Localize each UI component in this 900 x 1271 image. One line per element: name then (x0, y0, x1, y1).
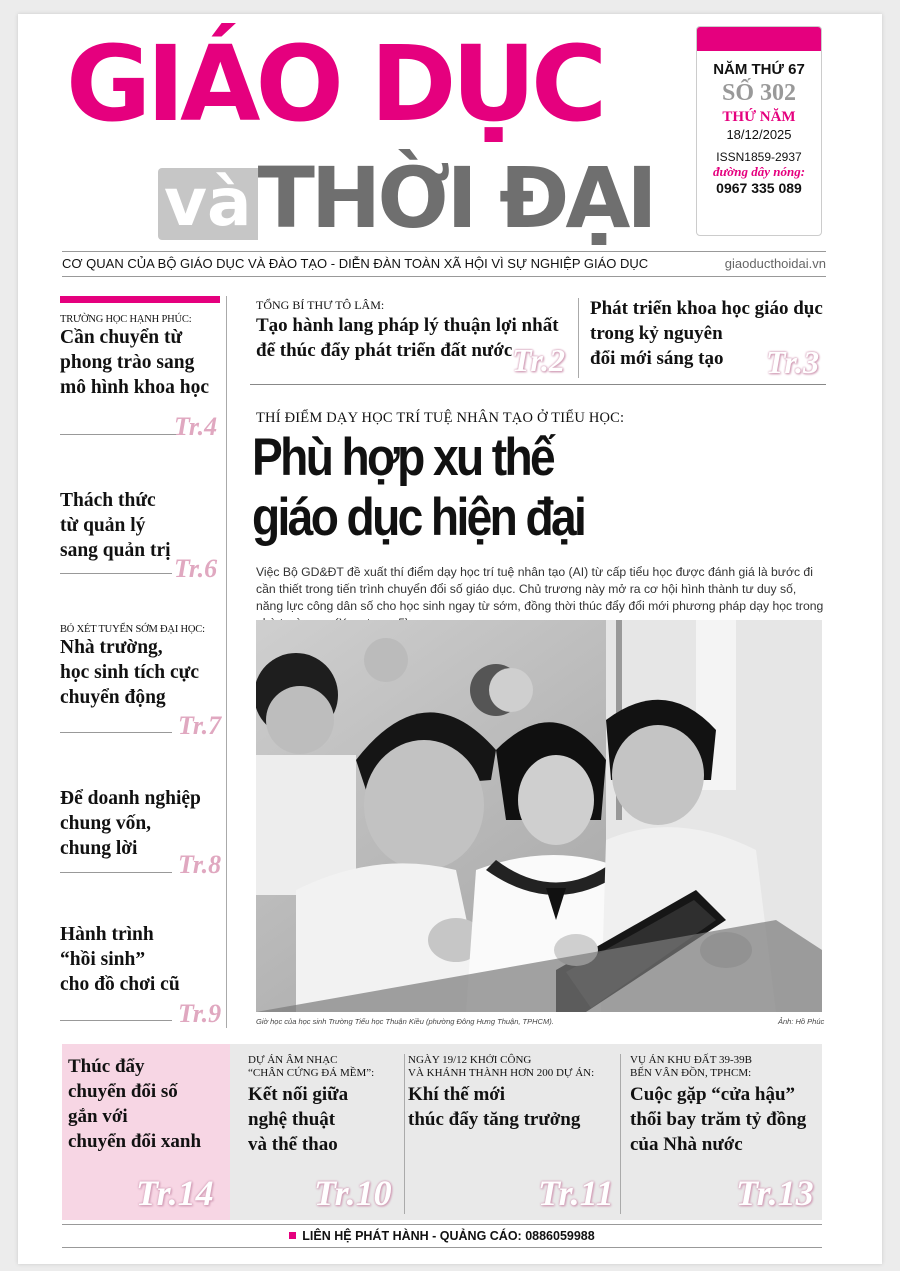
left-story-5-line-1: Hành trình (60, 924, 154, 945)
bottom-story-2-kicker-2: “CHÂN CỨNG ĐÁ MỀM”: (248, 1067, 375, 1079)
logo-thoi-dai (158, 149, 654, 248)
bottom-story-3-line-2: thúc đẩy tăng trưởng (408, 1109, 581, 1130)
main-photo (256, 620, 822, 1012)
left-story-1-kicker: TRƯỜNG HỌC HẠNH PHÚC: (60, 314, 192, 325)
left-story-2-line-3: sang quản trị (60, 540, 171, 561)
top-stories-rule (250, 384, 826, 385)
bottom-story-1-line-3: gắn với (68, 1106, 128, 1127)
left-story-2-page[interactable]: Tr.6 (174, 554, 218, 583)
issue-info-bar (697, 27, 821, 51)
bottom-story-1-line-2: chuyển đổi số (68, 1081, 178, 1102)
hotline-label: đường dây nóng: (712, 164, 806, 179)
left-story-5-page[interactable]: Tr.9 (178, 999, 222, 1028)
left-story-3-page[interactable]: Tr.7 (178, 711, 222, 740)
left-story-3[interactable] (60, 624, 220, 710)
agency-strip (62, 251, 826, 277)
bottom-story-3[interactable] (408, 1054, 616, 1132)
bottom-divider-1 (404, 1054, 405, 1214)
top-story-1-line-1: Tạo hành lang pháp lý thuận lợi nhất (256, 315, 559, 336)
bottom-story-3-kicker-2: VÀ KHÁNH THÀNH HƠN 200 DỰ ÁN: (408, 1067, 595, 1079)
left-story-1[interactable] (60, 314, 220, 400)
issue-date: 18/12/2025 (726, 127, 792, 142)
left-story-3-line-2: học sinh tích cực (60, 662, 199, 683)
top-story-2-line-2: trong kỷ nguyên (590, 323, 723, 344)
bottom-story-2-line-3: và thể thao (248, 1134, 338, 1155)
left-story-1-line-2: phong trào sang (60, 352, 195, 373)
bottom-story-4[interactable] (630, 1054, 822, 1157)
top-stories-divider (578, 298, 579, 378)
bottom-story-3-line-1: Khí thế mới (408, 1084, 506, 1105)
top-story-2-line-3: đổi mới sáng tạo (590, 348, 724, 369)
issue-number: SỐ 302 (721, 80, 796, 106)
bottom-story-4-line-2: thổi bay trăm tỷ đồng (630, 1109, 807, 1130)
left-story-1-line-1: Cần chuyển từ (60, 327, 183, 348)
bottom-story-2-line-2: nghệ thuật (248, 1109, 336, 1130)
left-story-2[interactable] (60, 488, 220, 563)
top-story-2-line-1: Phát triển khoa học giáo dục (590, 298, 823, 319)
bottom-story-1-line-1: Thúc đẩy (68, 1056, 145, 1077)
bottom-story-4-kicker-1: VỤ ÁN KHU ĐẤT 39-39B (630, 1054, 753, 1066)
bottom-story-4-line-1: Cuộc gặp “cửa hậu” (630, 1084, 796, 1105)
square-bullet-icon (289, 1232, 296, 1239)
footer-contact (62, 1224, 822, 1248)
left-story-5-line-3: cho đồ chơi cũ (60, 974, 180, 995)
bottom-story-1-line-4: chuyển đổi xanh (68, 1131, 202, 1152)
bottom-story-3-page[interactable]: Tr.11 (538, 1173, 614, 1213)
photo-caption: Giờ học của học sinh Trường Tiểu học Thuận Kiều (phường Đông Hưng Thuận, TPHCM). (256, 1017, 554, 1026)
main-headline-line-2: giáo dục hiện đại (252, 488, 585, 547)
left-rule-1 (60, 434, 180, 435)
logo-thoi-dai-text: THỜI ĐẠI (257, 149, 654, 247)
website-link[interactable]: giaoducthoidai.vn (724, 256, 826, 271)
left-story-4-line-3: chung lời (60, 838, 138, 859)
left-story-3-line-3: chuyển động (60, 687, 166, 708)
bottom-story-2[interactable] (248, 1054, 398, 1157)
photo-credit: Ảnh: Hồ Phúc (778, 1017, 825, 1026)
issue-year: NĂM THỨ 67 (713, 61, 805, 78)
logo-giao-duc: GIÁO DỤC (66, 23, 603, 145)
main-story-kicker: THÍ ĐIỂM DẠY HỌC TRÍ TUỆ NHÂN TẠO Ở TIỂU HỌC: (256, 410, 625, 426)
left-story-2-line-2: từ quản lý (60, 515, 146, 536)
left-story-5-line-2: “hồi sinh” (60, 949, 146, 970)
classroom-photo-illustration (256, 620, 822, 1012)
left-column-bar (60, 296, 220, 303)
main-headline-line-1: Phù hợp xu thế (252, 428, 554, 487)
left-story-1-line-3: mô hình khoa học (60, 377, 210, 398)
left-story-3-kicker: BỎ XÉT TUYỂN SỚM ĐẠI HỌC: (60, 624, 205, 635)
left-rule-2 (60, 573, 172, 574)
logo-va: và (158, 168, 258, 240)
top-story-2-page[interactable]: Tr.3 (766, 344, 820, 380)
bottom-divider-2 (620, 1054, 621, 1214)
left-column-divider (226, 296, 227, 1028)
left-story-4-line-2: chung vốn, (60, 813, 152, 834)
left-story-1-page[interactable]: Tr.4 (174, 412, 218, 441)
bottom-story-2-page[interactable]: Tr.10 (314, 1173, 392, 1213)
issn: ISSN1859-2937 (716, 150, 802, 164)
bottom-story-2-line-1: Kết nối giữa (248, 1084, 349, 1105)
left-story-2-line-1: Thách thức (60, 490, 156, 511)
top-story-1-line-2: để thúc đẩy phát triển đất nước (256, 340, 513, 361)
left-rule-5 (60, 1020, 172, 1021)
bottom-story-4-kicker-2: BẾN VÂN ĐỒN, TPHCM: (630, 1067, 752, 1079)
newspaper-front-page (18, 14, 882, 1264)
left-story-4-page[interactable]: Tr.8 (178, 850, 222, 879)
bottom-story-3-kicker-1: NGÀY 19/12 KHỞI CÔNG (408, 1054, 532, 1066)
left-rule-4 (60, 872, 172, 873)
lede-text: Việc Bộ GD&ĐT đề xuất thí điểm dạy học trí tuệ nhân tạo (AI) từ cấp tiểu học được đánh giá là bước đi cần thiết trong tiến trình chuyển đổi số giáo dục. Chủ trương này mở ra cơ hội hình thành tư duy số, năng lực công dân số cho học sinh ngay từ sớm, đồng thời thúc đẩy đổi mới phương pháp dạy học trong (256, 565, 824, 613)
left-rule-3 (60, 732, 172, 733)
main-story-headline[interactable] (252, 428, 739, 548)
left-story-5[interactable] (60, 922, 220, 997)
left-story-3-line-1: Nhà trường, (60, 637, 163, 658)
left-story-4-line-1: Để doanh nghiệp (60, 788, 201, 809)
hotline-number: 0967 335 089 (716, 180, 802, 196)
issue-weekday: THỨ NĂM (722, 109, 796, 125)
bottom-story-1[interactable] (68, 1054, 228, 1154)
bottom-story-4-page[interactable]: Tr.13 (736, 1173, 814, 1213)
top-story-1-label: TỔNG BÍ THƯ TÔ LÂM: (256, 298, 385, 312)
bottom-story-1-page[interactable]: Tr.14 (136, 1173, 214, 1213)
top-story-1-page[interactable]: Tr.2 (512, 342, 566, 378)
footer-contact-text: LIÊN HỆ PHÁT HÀNH - QUẢNG CÁO: 0886059988 (302, 1229, 595, 1243)
issue-info-box (696, 26, 822, 236)
agency-text: CƠ QUAN CỦA BỘ GIÁO DỤC VÀ ĐÀO TẠO - DIỄN ĐÀN TOÀN XÃ HỘI VÌ SỰ NGHIỆP GIÁO DỤC (62, 256, 649, 271)
bottom-story-2-kicker-1: DỰ ÁN ÂM NHẠC (248, 1054, 338, 1066)
bottom-story-4-line-3: của Nhà nước (630, 1134, 743, 1155)
